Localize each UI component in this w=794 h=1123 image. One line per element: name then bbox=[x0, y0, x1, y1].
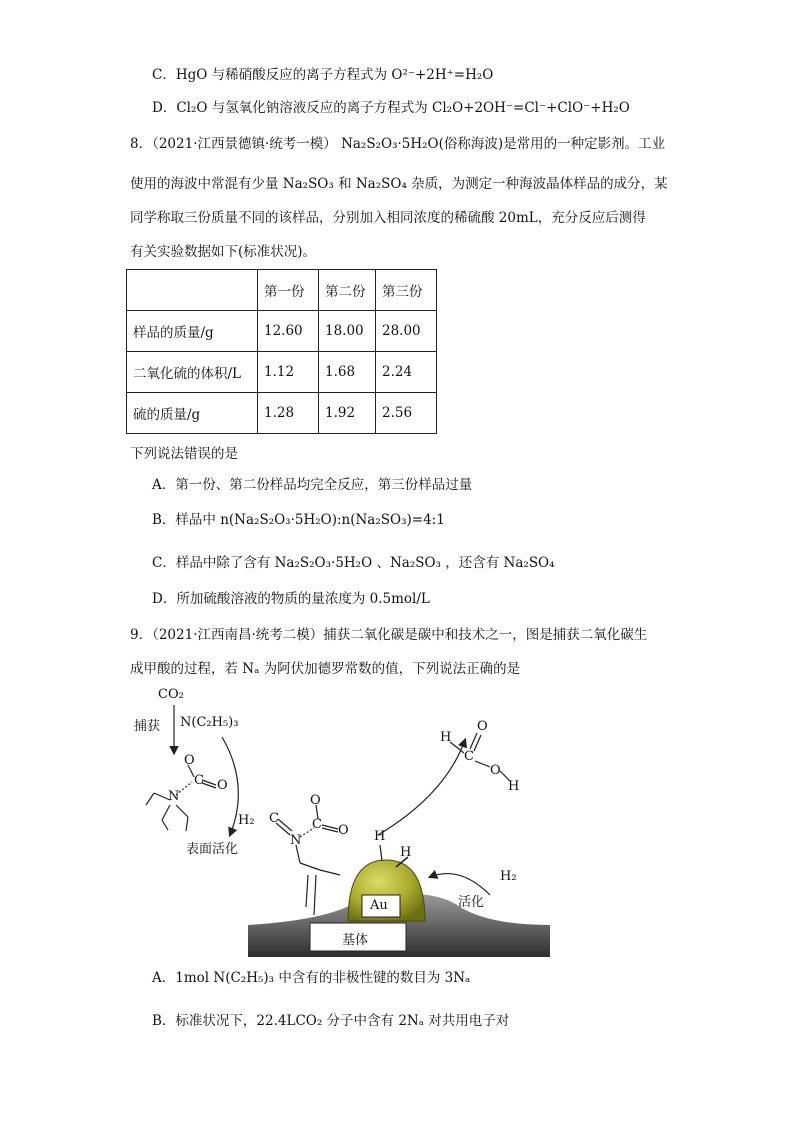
activation-label: 活化 bbox=[458, 895, 485, 910]
adduct-atom-o-top: O bbox=[184, 753, 195, 768]
adsorbed-molecule-bonds bbox=[276, 805, 340, 915]
q8-stem-line2: 使用的海波中常混有少量 Na₂SO₃ 和 Na₂SO₄ 杂质，为测定一种海波晶体样品的成分，某 bbox=[130, 176, 668, 192]
formic-atom-c: C bbox=[464, 749, 474, 764]
surface-h-atom-2: H bbox=[400, 845, 412, 860]
q8-stem-line3: 同学称取三份质量不同的该样品，分别加入相同浓度的稀硫酸 20mL，充分反应后测得 bbox=[130, 210, 646, 226]
table-header-cell bbox=[127, 270, 258, 311]
table-cell: 1.68 bbox=[319, 352, 376, 393]
adsorbed-atom-o-top: O bbox=[310, 793, 321, 808]
q8-option-b: B．样品中 n(Na₂S₂O₃·5H₂O):n(Na₂SO₃)=4:1 bbox=[152, 512, 445, 528]
table-cell: 28.00 bbox=[376, 311, 437, 352]
table-cell: 1.28 bbox=[258, 393, 319, 434]
substrate-label: 基体 bbox=[342, 933, 369, 948]
co2-capture-diagram bbox=[130, 685, 550, 960]
surface-activation-label: 表面活化 bbox=[186, 842, 239, 857]
q7-option-d: D．Cl₂O 与氢氧化钠溶液反应的离子方程式为 Cl₂O+2OH⁻=Cl⁻+ClO⁻+H₂O bbox=[152, 100, 630, 116]
adduct-atom-o-right: O bbox=[217, 778, 228, 793]
table-cell: 2.24 bbox=[376, 352, 437, 393]
q9-stem-line2: 成甲酸的过程，若 Nₐ 为阿伏加德罗常数的值，下列说法正确的是 bbox=[130, 661, 521, 677]
formic-atom-o-top: O bbox=[477, 719, 488, 734]
q8-option-d: D．所加硫酸溶液的物质的量浓度为 0.5mol/L bbox=[152, 591, 430, 607]
amine-label: N(C₂H₅)₃ bbox=[180, 715, 239, 730]
adsorbed-atom-c-left: C bbox=[269, 811, 279, 826]
formic-atom-h-left: H bbox=[440, 730, 452, 745]
table-row bbox=[127, 352, 437, 393]
adduct-atom-c: C bbox=[194, 773, 204, 788]
table-cell: 1.12 bbox=[258, 352, 319, 393]
table-header-cell: 第一份 bbox=[258, 270, 319, 311]
q8-option-a: A．第一份、第二份样品均完全反应，第三份样品过量 bbox=[152, 477, 473, 493]
h-bond-1 bbox=[380, 845, 382, 861]
table-cell: 18.00 bbox=[319, 311, 376, 352]
q8-prompt: 下列说法错误的是 bbox=[130, 446, 238, 462]
table-row bbox=[127, 311, 437, 352]
table-cell: 二氧化硫的体积/L bbox=[127, 352, 258, 393]
table-header-cell: 第三份 bbox=[376, 270, 437, 311]
capture-label: 捕获 bbox=[134, 719, 161, 734]
table-cell: 样品的质量/g bbox=[127, 311, 258, 352]
q8-stem-line1: 8．（2021·江西景德镇·统考一模） Na₂S₂O₃·5H₂O(俗称海波)是常用的一种定影剂。工业 bbox=[130, 136, 666, 152]
au-label: Au bbox=[370, 898, 388, 913]
q9-option-a: A．1mol N(C₂H₅)₃ 中含有的非极性键的数目为 3Nₐ bbox=[152, 970, 471, 986]
co2-label: CO₂ bbox=[158, 687, 184, 702]
formic-atom-h-right: H bbox=[508, 779, 520, 794]
adduct-molecule-bonds bbox=[146, 765, 216, 831]
table-cell: 硫的质量/g bbox=[127, 393, 258, 434]
adsorbed-atom-n: N bbox=[290, 833, 302, 848]
q9-option-b: B．标准状况下，22.4LCO₂ 分子中含有 2Nₐ 对共用电子对 bbox=[152, 1013, 510, 1029]
table-row bbox=[127, 393, 437, 434]
q7-option-c: C．HgO 与稀硝酸反应的离子方程式为 O²⁻+2H⁺=H₂O bbox=[152, 67, 494, 83]
adsorbed-atom-c: C bbox=[312, 817, 322, 832]
q9-stem-line1: 9．（2021·江西南昌·统考二模）捕获二氧化碳是碳中和技术之一，图是捕获二氧化碳生 bbox=[130, 627, 648, 643]
q8-option-c: C．样品中除了含有 Na₂S₂O₃·5H₂O 、Na₂SO₃ ，还含有 Na₂SO₄ bbox=[152, 555, 555, 571]
q8-data-table bbox=[126, 269, 437, 434]
table-header-cell: 第二份 bbox=[319, 270, 376, 311]
table-cell: 1.92 bbox=[319, 393, 376, 434]
q8-stem-line4: 有关实验数据如下(标准状况)。 bbox=[130, 244, 317, 260]
table-cell: 2.56 bbox=[376, 393, 437, 434]
table-header-row bbox=[127, 270, 437, 311]
formic-acid-bonds bbox=[450, 733, 510, 781]
product-arrow bbox=[378, 740, 465, 835]
table-cell: 12.60 bbox=[258, 311, 319, 352]
adduct-atom-n: N bbox=[168, 789, 180, 804]
surface-h-atom-1: H bbox=[374, 829, 386, 844]
formic-atom-o: O bbox=[490, 763, 501, 778]
h2-left-label: H₂ bbox=[238, 813, 255, 828]
adsorbed-atom-o-right: O bbox=[338, 823, 349, 838]
h2-right-label: H₂ bbox=[500, 869, 517, 884]
